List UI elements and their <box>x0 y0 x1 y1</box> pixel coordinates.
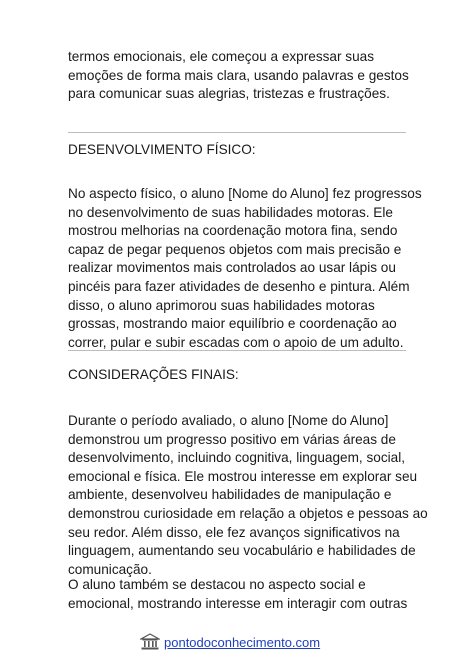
section-heading-final: CONSIDERAÇÕES FINAIS: <box>68 367 239 382</box>
text-line: Durante o período avaliado, o aluno [Nome do Aluno] <box>68 413 389 428</box>
physical-paragraph <box>68 185 422 352</box>
text-line: mostrou melhorias na coordenação motora fina, sendo <box>68 223 398 239</box>
page-footer <box>140 632 320 652</box>
text-line: termos emocionais, ele começou a expressar suas <box>68 49 374 64</box>
text-line: emocional, mostrando interesse em interagir com outras <box>68 595 408 611</box>
section-divider <box>68 350 406 351</box>
text-line: O aluno também se destacou no aspecto social e <box>68 577 366 592</box>
final-paragraph-2 <box>68 576 413 613</box>
text-line: comunicação. <box>68 561 152 577</box>
text-line: emoções de forma mais clara, usando palavras e gestos <box>68 67 409 83</box>
text-line: capaz de pegar pequenos objetos com mais precisão e <box>68 241 402 257</box>
text-line: no desenvolvimento de suas habilidades motoras. Ele <box>68 204 393 220</box>
section-heading-physical: DESENVOLVIMENTO FÍSICO: <box>68 142 256 157</box>
text-line: linguagem, aumentando seu vocabulário e habilidades de <box>68 543 416 559</box>
section-divider <box>68 132 406 133</box>
text-line: correr, pular e subir escadas com o apoio de um adulto. <box>68 334 404 350</box>
text-line: demonstrou um progresso positivo em várias áreas de <box>68 431 396 447</box>
text-line: para comunicar suas alegrias, tristezas e frustrações. <box>68 86 390 102</box>
final-paragraph-1 <box>68 412 428 579</box>
intro-paragraph <box>68 48 413 104</box>
text-line: No aspecto físico, o aluno [Nome do Aluno] fez progressos <box>68 186 422 201</box>
text-line: demonstrou curiosidade em relação a objetos e pessoas ao <box>68 505 428 521</box>
text-line: emocional e física. Ele mostrou interesse em explorar seu <box>68 468 418 484</box>
text-line: grossas, mostrando maior equilíbrio e coordenação ao <box>68 316 397 332</box>
website-link[interactable]: pontodoconhecimento.com <box>164 634 321 650</box>
text-line: disso, o aluno aprimorou suas habilidades motoras <box>68 297 375 313</box>
text-line: seu redor. Além disso, ele fez avanços significativos na <box>68 524 400 540</box>
text-line: realizar movimentos mais controlados ao usar lápis ou <box>68 260 396 276</box>
school-building-icon <box>140 633 160 651</box>
text-line: ambiente, desenvolveu habilidades de manipulação e <box>68 487 392 503</box>
text-line: pincéis para fazer atividades de desenho e pintura. Além <box>68 278 410 294</box>
text-line: desenvolvimento, incluindo cognitiva, linguagem, social, <box>68 450 406 466</box>
